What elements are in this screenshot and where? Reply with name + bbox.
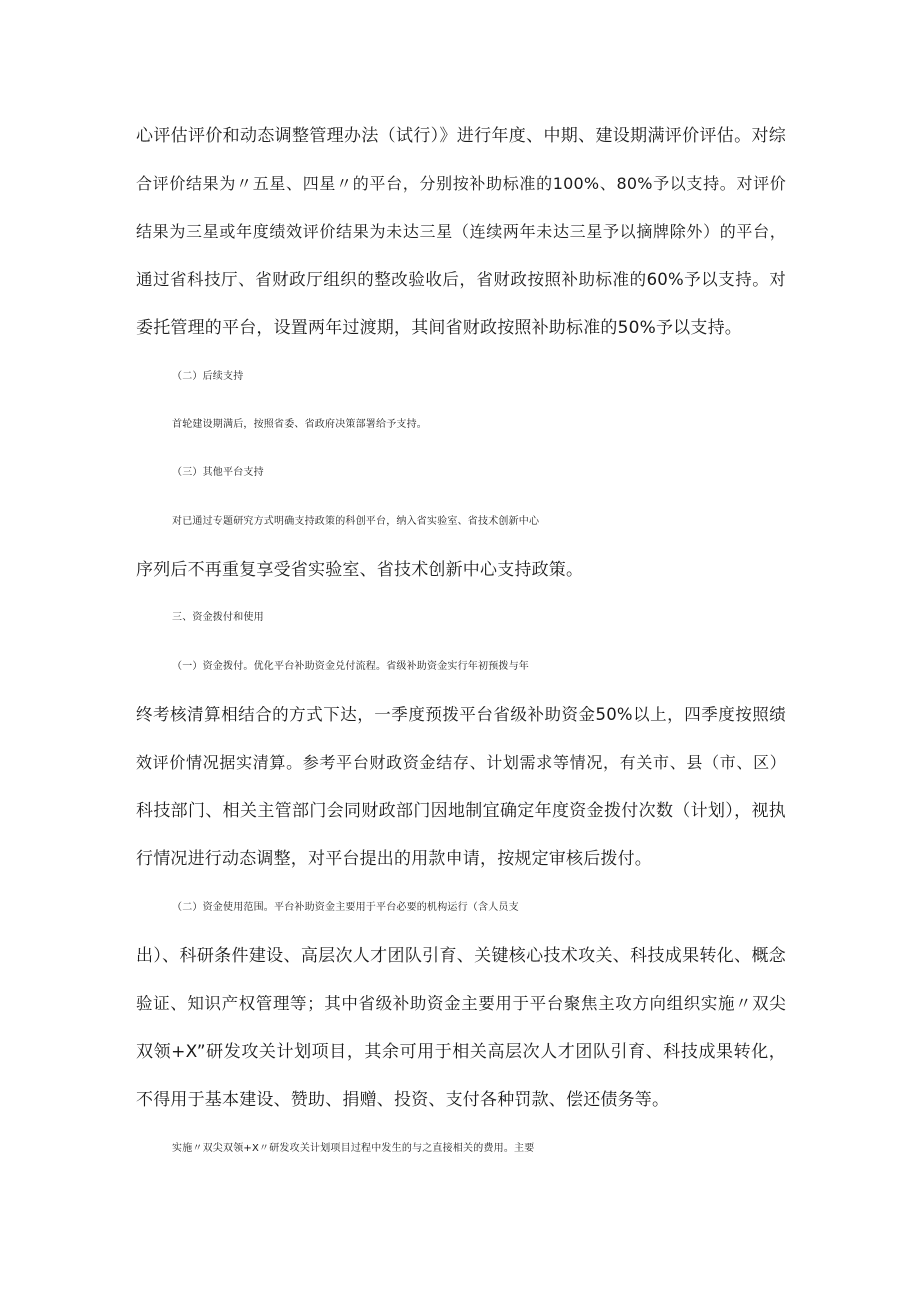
section-heading: （三）其他平台支持 <box>172 467 264 478</box>
paragraph-line: 终考核清算相结合的方式下达，一季度预拨平台省级补助资金50%以上，四季度按照绩 <box>136 705 786 724</box>
paragraph-line: 通过省科技厅、省财政厅组织的整改验收后，省财政按照补助标准的60%予以支持。对 <box>136 270 786 289</box>
paragraph-line: 委托管理的平台，设置两年过渡期，其间省财政按照补助标准的50%予以支持。 <box>136 318 742 338</box>
paragraph-line: 对已通过专题研究方式明确支持政策的科创平台，纳入省实验室、省技术创新中心 <box>172 516 540 527</box>
paragraph-line: 结果为三星或年度绩效评价结果为未达三星（连续两年未达三星予以摘牌除外）的平台， <box>136 222 786 241</box>
paragraph-line: （二）资金使用范围。平台补助资金主要用于平台必要的机构运行（含人员支 <box>172 902 519 913</box>
paragraph-line: 合评价结果为〃五星、四星〃的平台，分别按补助标准的100%、80%予以支持。对评价 <box>136 174 786 193</box>
paragraph-line: 行情况进行动态调整，对平台提出的用款申请，按规定审核后拨付。 <box>136 849 652 869</box>
paragraph-line: （一）资金拨付。优化平台补助资金兑付流程。省级补助资金实行年初预拨与年 <box>172 661 529 672</box>
paragraph-line: 出）、科研条件建设、高层次人才团队引育、关键核心技术攻关、科技成果转化、概念 <box>136 946 786 966</box>
paragraph-line: 实施〃双尖双领+X〃研发攻关计划项目过程中发生的与之直接相关的费用。主要 <box>172 1143 535 1154</box>
paragraph-line: 双领+X”研发攻关计划项目，其余可用于相关高层次人才团队引育、科技成果转化， <box>136 1042 786 1062</box>
section-heading: （二）后续支持 <box>172 371 244 382</box>
paragraph-line: 科技部门、相关主管部门会同财政部门因地制宜确定年度资金拨付次数（计划），视执 <box>136 801 786 821</box>
paragraph-line: 首轮建设期满后，按照省委、省政府决策部署给予支持。 <box>172 419 427 430</box>
paragraph-line: 心评估评价和动态调整管理办法（试行）》进行年度、中期、建设期满评价评估。对综 <box>136 126 786 146</box>
paragraph-line: 验证、知识产权管理等；其中省级补助资金主要用于平台聚焦主攻方向组织实施〃双尖 <box>136 994 786 1013</box>
section-heading: 三、资金拨付和使用 <box>172 612 264 623</box>
paragraph-line: 不得用于基本建设、赞助、捐赠、投资、支付各种罚款、偿还债务等。 <box>136 1090 670 1110</box>
paragraph-line: 序列后不再重复享受省实验室、省技术创新中心支持政策。 <box>136 560 584 580</box>
paragraph-line: 效评价情况据实清算。参考平台财政资金结存、计划需求等情况，有关市、县（市、区） <box>136 753 786 772</box>
